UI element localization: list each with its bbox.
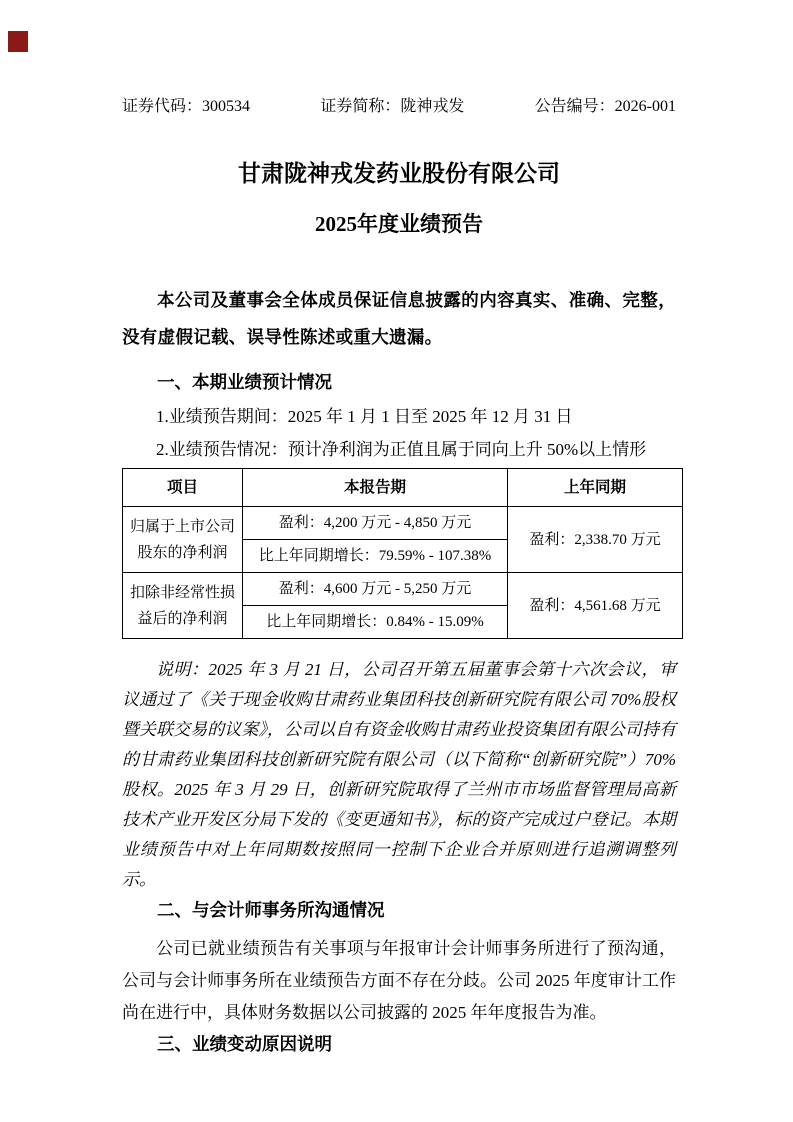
table-row xyxy=(123,573,683,606)
row2-growth-cell: 比上年同期增长：0.84% - 15.09% xyxy=(243,606,508,639)
section1-heading: 一、本期业绩预计情况 xyxy=(157,372,332,392)
section3-heading: 三、业绩变动原因说明 xyxy=(157,1034,332,1054)
company-title: 甘肃陇神戎发药业股份有限公司 xyxy=(238,161,560,186)
row2-item-cell: 扣除非经常性损益后的净利润 xyxy=(123,573,243,639)
document-header xyxy=(122,97,676,117)
stock-code: 证券代码：300534 xyxy=(122,98,251,115)
table-header-row xyxy=(123,469,683,507)
performance-forecast-table xyxy=(122,468,683,639)
forecast-situation-line: 2.业绩预告情况：预计净利润为正值且属于同向上升 50%以上情形 xyxy=(156,440,647,459)
report-title: 2025年度业绩预告 xyxy=(315,212,483,236)
section2-body: 公司已就业绩预告有关事项与年报审计会计师事务所进行了预沟通，公司与会计师事务所在业绩预告方面不存在分歧。公司 2025 年度审计工作尚在进行中，具体财务数据以公司披露的 2025 年年度报告为准。 xyxy=(122,939,676,1022)
corner-mark xyxy=(8,31,28,52)
stock-name: 证券简称：陇神戎发 xyxy=(320,98,465,115)
announcement-number: 公告编号：2026-001 xyxy=(534,98,676,115)
row2-prior-cell: 盈利：4,561.68 万元 xyxy=(508,573,683,639)
column-header-prior-period: 上年同期 xyxy=(508,469,683,507)
section2-heading: 二、与会计师事务所沟通情况 xyxy=(157,900,385,920)
row2-profit-cell: 盈利：4,600 万元 - 5,250 万元 xyxy=(243,573,508,606)
table-row xyxy=(123,507,683,540)
note-paragraph: 说明：2025 年 3 月 21 日，公司召开第五届董事会第十六次会议，审议通过了《关于现金收购甘肃药业集团科技创新研究院有限公司 70%股权暨关联交易的议案》，公司以自有资金收购甘肃药业投资集团有限公司持有的甘肃药业集团科技创新研究院有限公司（以下简称“创新研究院”）70%股权。2025 年 3 月 29 日，创新研究院取得了兰州市市场监督管理局高新技术产业开发区分局下发的《变更通知书》，标的资产完成过户登记。本期业绩预告中对上年同期数按照同一控制下企业合并原则进行追溯调整列示。 xyxy=(122,660,676,889)
row1-profit-cell: 盈利：4,200 万元 - 4,850 万元 xyxy=(243,507,508,540)
column-header-current-period: 本报告期 xyxy=(243,469,508,507)
forecast-period-line: 1.业绩预告期间：2025 年 1 月 1 日至 2025 年 12 月 31 日 xyxy=(156,407,573,426)
row1-growth-cell: 比上年同期增长：79.59% - 107.38% xyxy=(243,540,508,573)
column-header-item: 项目 xyxy=(123,469,243,507)
row1-item-cell: 归属于上市公司股东的净利润 xyxy=(123,507,243,573)
disclaimer-statement: 本公司及董事会全体成员保证信息披露的内容真实、准确、完整，没有虚假记载、误导性陈述或重大遗漏。 xyxy=(122,290,676,347)
row1-prior-cell: 盈利：2,338.70 万元 xyxy=(508,507,683,573)
